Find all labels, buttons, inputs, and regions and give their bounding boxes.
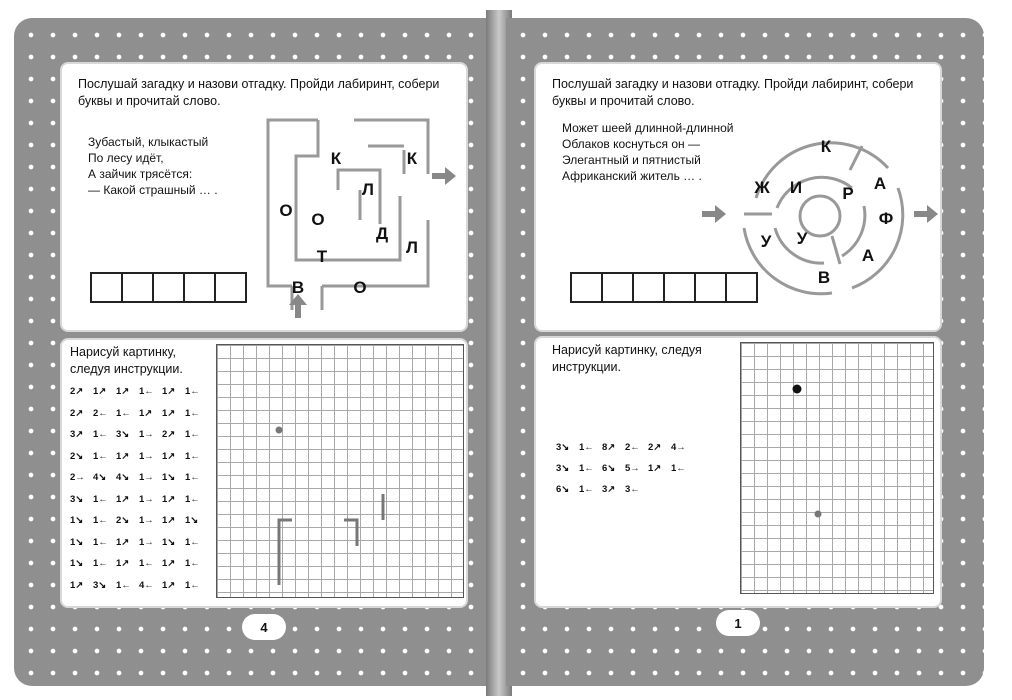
page-number: 1 — [716, 610, 760, 636]
instruction-step: 2← — [625, 442, 640, 453]
instruction-step: 1← — [139, 558, 154, 569]
instruction-step: 1→ — [139, 515, 154, 526]
instruction-step: 1← — [93, 450, 108, 462]
instruction-step: 1↗ — [116, 450, 130, 462]
riddle-line: Зубастый, клыкастый — [88, 135, 209, 149]
instruction-step: 1↘ — [70, 515, 84, 526]
instruction-step: 1← — [671, 463, 686, 474]
instruction-step: 2↘ — [70, 450, 84, 462]
drawing-task-panel — [534, 336, 942, 608]
maze-letter: К — [406, 149, 418, 168]
exit-arrow-icon — [432, 166, 458, 186]
drawing-instruction — [70, 344, 183, 378]
answer-box[interactable] — [90, 272, 123, 303]
instruction-step: 1← — [116, 579, 131, 591]
answer-box[interactable] — [601, 272, 634, 303]
instruction-line: Нарисуй картинку, — [70, 345, 176, 359]
answer-box[interactable] — [121, 272, 154, 303]
instruction-step: 1← — [185, 472, 200, 483]
instruction-step: 1← — [185, 407, 200, 419]
right-page — [506, 18, 984, 686]
instruction-step: 1← — [116, 407, 131, 419]
instruction-line: буквы и прочитай слово. — [78, 94, 221, 108]
maze-letter: Л — [362, 180, 374, 199]
instruction-row — [70, 386, 208, 397]
circle-letter: В — [817, 268, 831, 287]
maze-letter: О — [353, 278, 367, 297]
instruction-step: 2↗ — [648, 442, 662, 453]
instruction-step: 1← — [93, 536, 108, 548]
instruction-step: 1← — [185, 536, 200, 548]
instruction-step: 1↗ — [162, 386, 176, 397]
instruction-step: 6↘ — [556, 484, 570, 495]
instruction-step: 4↘ — [93, 472, 107, 483]
maze-letter: В — [291, 278, 305, 297]
instruction-line: буквы и прочитай слово. — [552, 94, 695, 108]
instruction-step: 2→ — [70, 472, 85, 483]
instruction-step: 1← — [579, 442, 594, 453]
circle-letter: А — [861, 246, 875, 265]
circle-letter: А — [873, 174, 887, 193]
drawing-grid — [216, 344, 464, 598]
maze-letter: Л — [406, 238, 418, 257]
instruction-step: 1← — [579, 484, 594, 495]
instruction-step: 1← — [93, 493, 108, 505]
instruction-step: 1↗ — [162, 450, 176, 462]
start-dot — [276, 427, 283, 434]
instruction-step: 1↗ — [116, 536, 130, 548]
left-page — [14, 18, 492, 686]
instruction-step: 1↘ — [162, 536, 176, 548]
instruction-step: 6↘ — [602, 463, 616, 474]
instruction-step: 2↗ — [70, 407, 84, 419]
instruction-step: 1→ — [139, 493, 154, 505]
instruction-row — [70, 408, 208, 419]
instruction-line: инструкции. — [552, 360, 621, 374]
instruction-step: 1↗ — [162, 515, 176, 526]
instruction-step: 1← — [185, 493, 200, 505]
riddle-line: Элегантный и пятнистый — [562, 153, 701, 167]
instruction-step: 1← — [93, 515, 108, 526]
answer-box[interactable] — [183, 272, 216, 303]
instruction-step: 1← — [139, 386, 154, 397]
riddle-text — [88, 134, 218, 198]
instruction-row — [70, 515, 208, 526]
instruction-step: 1← — [579, 463, 594, 474]
instruction-step: 1↗ — [116, 386, 130, 397]
maze-instruction — [78, 76, 439, 110]
instruction-step: 3↗ — [602, 484, 616, 495]
drawing-grid — [740, 342, 934, 594]
instruction-step: 1→ — [139, 450, 154, 462]
instruction-step: 1← — [185, 579, 200, 591]
instruction-step: 1↗ — [648, 463, 662, 474]
instruction-row — [70, 451, 208, 462]
instruction-row — [556, 442, 694, 453]
instruction-step: 5→ — [625, 463, 640, 474]
instruction-step: 1↗ — [139, 407, 153, 419]
instruction-step: 3↘ — [70, 493, 84, 505]
circle-letter: К — [820, 137, 832, 156]
answer-box[interactable] — [152, 272, 185, 303]
instruction-step: 1↗ — [162, 407, 176, 419]
maze-letter: Т — [316, 247, 328, 266]
instruction-step: 1← — [185, 558, 200, 569]
instruction-step: 2↗ — [162, 429, 176, 440]
instruction-step: 1→ — [139, 472, 154, 483]
instruction-step: 1↘ — [70, 536, 84, 548]
maze-task-panel — [60, 62, 468, 332]
instruction-step: 1↘ — [162, 472, 176, 483]
instruction-step: 3↘ — [93, 579, 107, 591]
circle-letter: Ф — [878, 209, 894, 228]
answer-boxes — [90, 272, 245, 303]
answer-box[interactable] — [694, 272, 727, 303]
instruction-row — [70, 580, 208, 591]
entry-arrow-icon — [702, 204, 728, 224]
drawing-instruction — [552, 342, 702, 376]
circle-letter: У — [796, 229, 808, 248]
riddle-line: А зайчик трясётся: — [88, 167, 193, 181]
maze-letter: Д — [375, 224, 389, 243]
answer-boxes — [570, 272, 756, 303]
start-dot — [793, 385, 802, 394]
instruction-step: 4↘ — [116, 472, 130, 483]
instruction-line: Нарисуй картинку, следуя — [552, 343, 702, 357]
instruction-row — [70, 494, 208, 505]
instruction-step: 3← — [625, 484, 640, 495]
circle-letter: Р — [842, 184, 854, 203]
instruction-step: 1→ — [139, 536, 154, 548]
instruction-step: 1← — [93, 429, 108, 440]
maze-letter: О — [279, 201, 293, 220]
instruction-step: 4→ — [671, 442, 686, 453]
instruction-step: 1↗ — [116, 493, 130, 505]
instruction-step: 8↗ — [602, 442, 616, 453]
riddle-line: Может шеей длинной-длинной — [562, 121, 734, 135]
circle-letter: И — [789, 178, 803, 197]
instruction-step: 2↗ — [70, 386, 84, 397]
exit-arrow-icon — [914, 204, 940, 224]
circle-letter: Ж — [754, 178, 770, 197]
riddle-line: По лесу идёт, — [88, 151, 164, 165]
instruction-step: 1↗ — [93, 386, 107, 397]
circle-task-panel — [534, 62, 942, 332]
instruction-step: 1← — [185, 386, 200, 397]
instruction-step: 3↘ — [116, 429, 130, 440]
instruction-step: 1↘ — [185, 515, 199, 526]
answer-box[interactable] — [214, 272, 247, 303]
instruction-step: 1↗ — [116, 558, 130, 569]
instruction-step: 1← — [93, 558, 108, 569]
instruction-step: 1↗ — [162, 558, 176, 569]
page-number: 4 — [242, 614, 286, 640]
answer-box[interactable] — [663, 272, 696, 303]
riddle-line: Африканский житель … . — [562, 169, 702, 183]
circle-instruction — [552, 76, 913, 110]
reference-dot — [815, 511, 822, 518]
riddle-line: — Какой страшный … . — [88, 183, 218, 197]
instruction-step: 1→ — [139, 429, 154, 440]
instruction-row — [556, 463, 694, 474]
instruction-step: 1← — [185, 429, 200, 440]
instruction-row — [70, 429, 208, 440]
riddle-text — [562, 120, 734, 184]
instruction-step: 2← — [93, 407, 108, 419]
instruction-step: 3↘ — [556, 463, 570, 474]
instruction-step: 1↘ — [70, 558, 84, 569]
grid-strokes — [217, 345, 465, 599]
instruction-row — [70, 558, 208, 569]
instruction-row — [70, 472, 208, 483]
instruction-step: 3↘ — [556, 442, 570, 453]
answer-box[interactable] — [570, 272, 603, 303]
instruction-step: 1↗ — [162, 579, 176, 591]
riddle-line: Облаков коснуться он — — [562, 137, 701, 151]
circle-letter: У — [760, 232, 772, 251]
instruction-step: 1↗ — [70, 579, 84, 591]
answer-box[interactable] — [632, 272, 665, 303]
instruction-step: 1← — [185, 450, 200, 462]
grid-points — [741, 343, 935, 595]
instruction-step: 2↘ — [116, 515, 130, 526]
instruction-step: 4← — [139, 579, 154, 591]
instruction-step: 3↗ — [70, 429, 84, 440]
instruction-line: Послушай загадку и назови отгадку. Пройди лабиринт, собери — [552, 77, 914, 91]
instruction-step: 1↗ — [162, 493, 176, 505]
instruction-line: следуя инструкции. — [70, 362, 183, 376]
instruction-line: Послушай загадку и назови отгадку. Пройди лабиринт, собери — [78, 77, 440, 91]
maze-letter: О — [311, 210, 325, 229]
instruction-row — [70, 537, 208, 548]
maze-letter: К — [330, 149, 342, 168]
instruction-row — [556, 484, 648, 495]
drawing-task-panel — [60, 338, 468, 608]
